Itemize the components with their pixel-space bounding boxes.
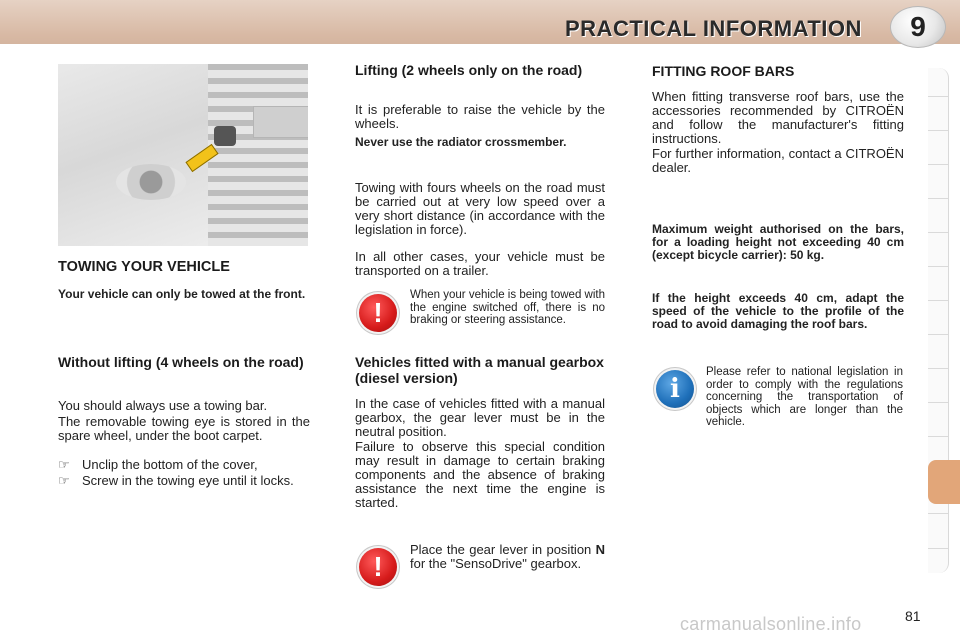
para-towing-bar: You should always use a towing bar. bbox=[58, 398, 268, 413]
fog-lamp-graphic bbox=[116, 164, 186, 200]
roof-bars-max-weight: Maximum weight authorised on the bars, for a loading height not exceeding 40 cm (except bicycle carrier): 50 kg. bbox=[652, 222, 904, 262]
plate-graphic bbox=[253, 106, 308, 138]
warning-icon: ! bbox=[359, 548, 397, 586]
pointing-hand-icon: ☞ bbox=[58, 473, 70, 488]
towing-eye-photo bbox=[58, 64, 308, 246]
para-towing-eye: The removable towing eye is stored in the spare wheel, under the boot carpet. bbox=[58, 414, 310, 443]
chapter-number-badge: 9 bbox=[890, 6, 946, 48]
towing-eye-cover-graphic bbox=[214, 126, 236, 146]
radiator-warning-note: Never use the radiator crossmember. bbox=[355, 135, 567, 149]
warning-no-assistance: When your vehicle is being towed with the engine switched off, there is no braking or steering assistance. bbox=[410, 289, 605, 326]
list-item-text: Screw in the towing eye until it locks. bbox=[82, 473, 294, 488]
list-item bbox=[58, 458, 310, 474]
pointing-hand-icon: ☞ bbox=[58, 457, 70, 472]
towing-front-note: Your vehicle can only be towed at the front. bbox=[58, 287, 306, 301]
warning-icon: ! bbox=[359, 294, 397, 332]
warning-gear-lever-post: for the "SensoDrive" gearbox. bbox=[410, 556, 582, 571]
subsection-title-lifting: Lifting (2 wheels only on the road) bbox=[355, 62, 583, 78]
subsection-title-manual-gearbox: Vehicles fitted with a manual gearbox (diesel version) bbox=[355, 354, 604, 386]
tab-chapter-9[interactable] bbox=[928, 460, 960, 504]
info-national-legislation: Please refer to national legislation in order to comply with the regulations concerning the transportation of objects which are longer than the vehicle. bbox=[706, 366, 903, 428]
warning-gear-lever bbox=[410, 543, 605, 571]
subsection-title-without-lifting: Without lifting (4 wheels on the road) bbox=[58, 354, 304, 370]
section-title-towing: TOWING YOUR VEHICLE bbox=[58, 259, 230, 275]
gear-n-label: N bbox=[595, 542, 605, 557]
page-number: 81 bbox=[905, 608, 921, 624]
roof-bars-height-warning: If the height exceeds 40 cm, adapt the speed of the vehicle to the profile of the road to avoid damaging the roof bars. bbox=[652, 291, 904, 331]
para-neutral-position: In the case of vehicles fitted with a manual gearbox, the gear lever must be in the neutral position. bbox=[355, 396, 605, 439]
para-four-wheels: Towing with fours wheels on the road must be carried out at very low speed over a very short distance (in accordance with the legislation in force). bbox=[355, 180, 605, 237]
info-icon: i bbox=[656, 370, 694, 408]
watermark: carmanualsonline.info bbox=[680, 614, 862, 634]
list-item bbox=[58, 474, 310, 504]
header-divider bbox=[0, 44, 960, 58]
grille-graphic bbox=[208, 64, 308, 246]
warning-gear-lever-pre: Place the gear lever in position bbox=[410, 542, 592, 557]
list-item-text: Unclip the bottom of the cover, bbox=[82, 457, 258, 472]
para-raise-by-wheels: It is preferable to raise the vehicle by the wheels. bbox=[355, 102, 605, 131]
para-trailer: In all other cases, your vehicle must be transported on a trailer. bbox=[355, 249, 605, 278]
chapter-title: PRACTICAL INFORMATION bbox=[565, 16, 862, 41]
para-failure-to-observe: Failure to observe this special condition may result in damage to certain braking components and the absence of braking assistance the next time the engine is started. bbox=[355, 439, 605, 510]
para-roof-bars-fitting: When fitting transverse roof bars, use the accessories recommended by CITROËN and follow the manufacturer's fitting instructions. bbox=[652, 89, 904, 146]
para-contact-dealer: For further information, contact a CITROËN dealer. bbox=[652, 146, 904, 175]
section-title-roof-bars: FITTING ROOF BARS bbox=[652, 63, 795, 79]
